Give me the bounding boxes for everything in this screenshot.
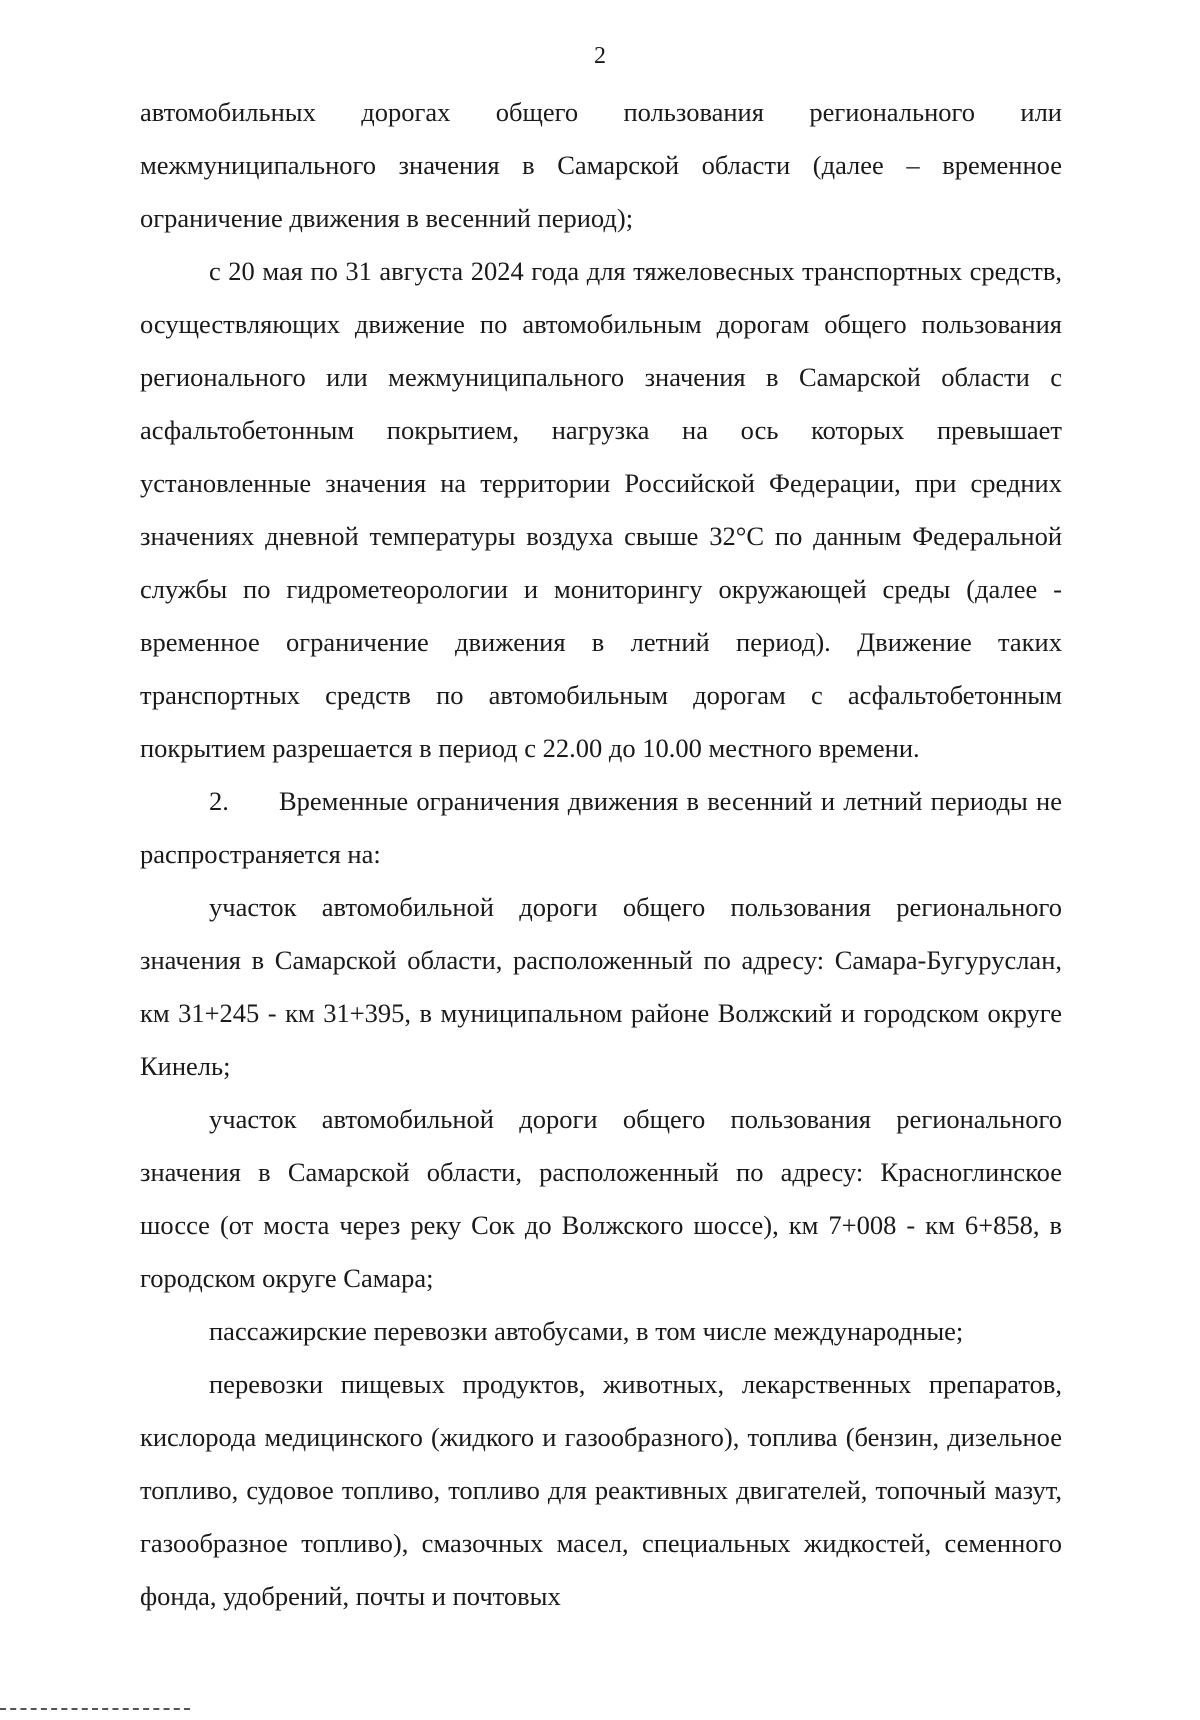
paragraph-exception-samara-buguruslan: участок автомобильной дороги общего пользования регионального значения в Самарской области, расположенный по адресу: Самара-Бугуруслан, км 31+245 - км 31+395, в муниципальном районе Волжский и городском округе Кинель; — [140, 892, 1062, 1081]
paragraph-exception-goods: перевозки пищевых продуктов, животных, лекарственных препаратов, кислорода медицинского (жидкого и газообразного), топлива (бензин, дизельное топливо, судовое топливо, топливо для реактивных двигателей, топочный мазут, газообразное топливо), смазочных масел, специальных жидкостей, семенного фонда, удобрений, почты и почтовых — [140, 1369, 1062, 1611]
scan-edge-line — [0, 1708, 190, 1710]
paragraph-summer-restriction: с 20 мая по 31 августа 2024 года для тяжеловесных транспортных средств, осуществляющих движение по автомобильным дорогам общего пользования регионального или межмуниципального значения в Самарской области с асфальтобетонным покрытием, нагрузка на ось которых превышает установленные значения на территории Российской Федерации, при средних значениях дневной температуры воздуха свыше 32°С по данным Федеральной службы по гидрометеорологии и мониторингу окружающей среды (далее - временное ограничение движения в летний период). Движение таких транспортных средств по автомобильным дорогам с асфальтобетонным покрытием разрешается в период с 22.00 до 10.00 местного времени. — [140, 256, 1062, 763]
item-2-text: Временные ограничения движения в весенний и летний периоды не распространяется на: — [140, 786, 1062, 869]
paragraph-exception-krasnoglinskoe: участок автомобильной дороги общего пользования регионального значения в Самарской области, расположенный по адресу: Красноглинское шоссе (от моста через реку Сок до Волжского шоссе), км 7+008 - км 6+858, в городском округе Самара; — [140, 1104, 1062, 1293]
page-number: 2 — [594, 43, 606, 69]
item-number: 2. — [209, 786, 229, 816]
paragraph-continuation: автомобильных дорогах общего пользования регионального или межмуниципального значения в Самарской области (далее – временное ограничение движения в весенний период); — [140, 97, 1062, 233]
paragraph-item-2 — [140, 775, 1062, 881]
document-body — [140, 86, 1062, 1623]
paragraph-exception-buses: пассажирские перевозки автобусами, в том числе международные; — [209, 1316, 964, 1346]
